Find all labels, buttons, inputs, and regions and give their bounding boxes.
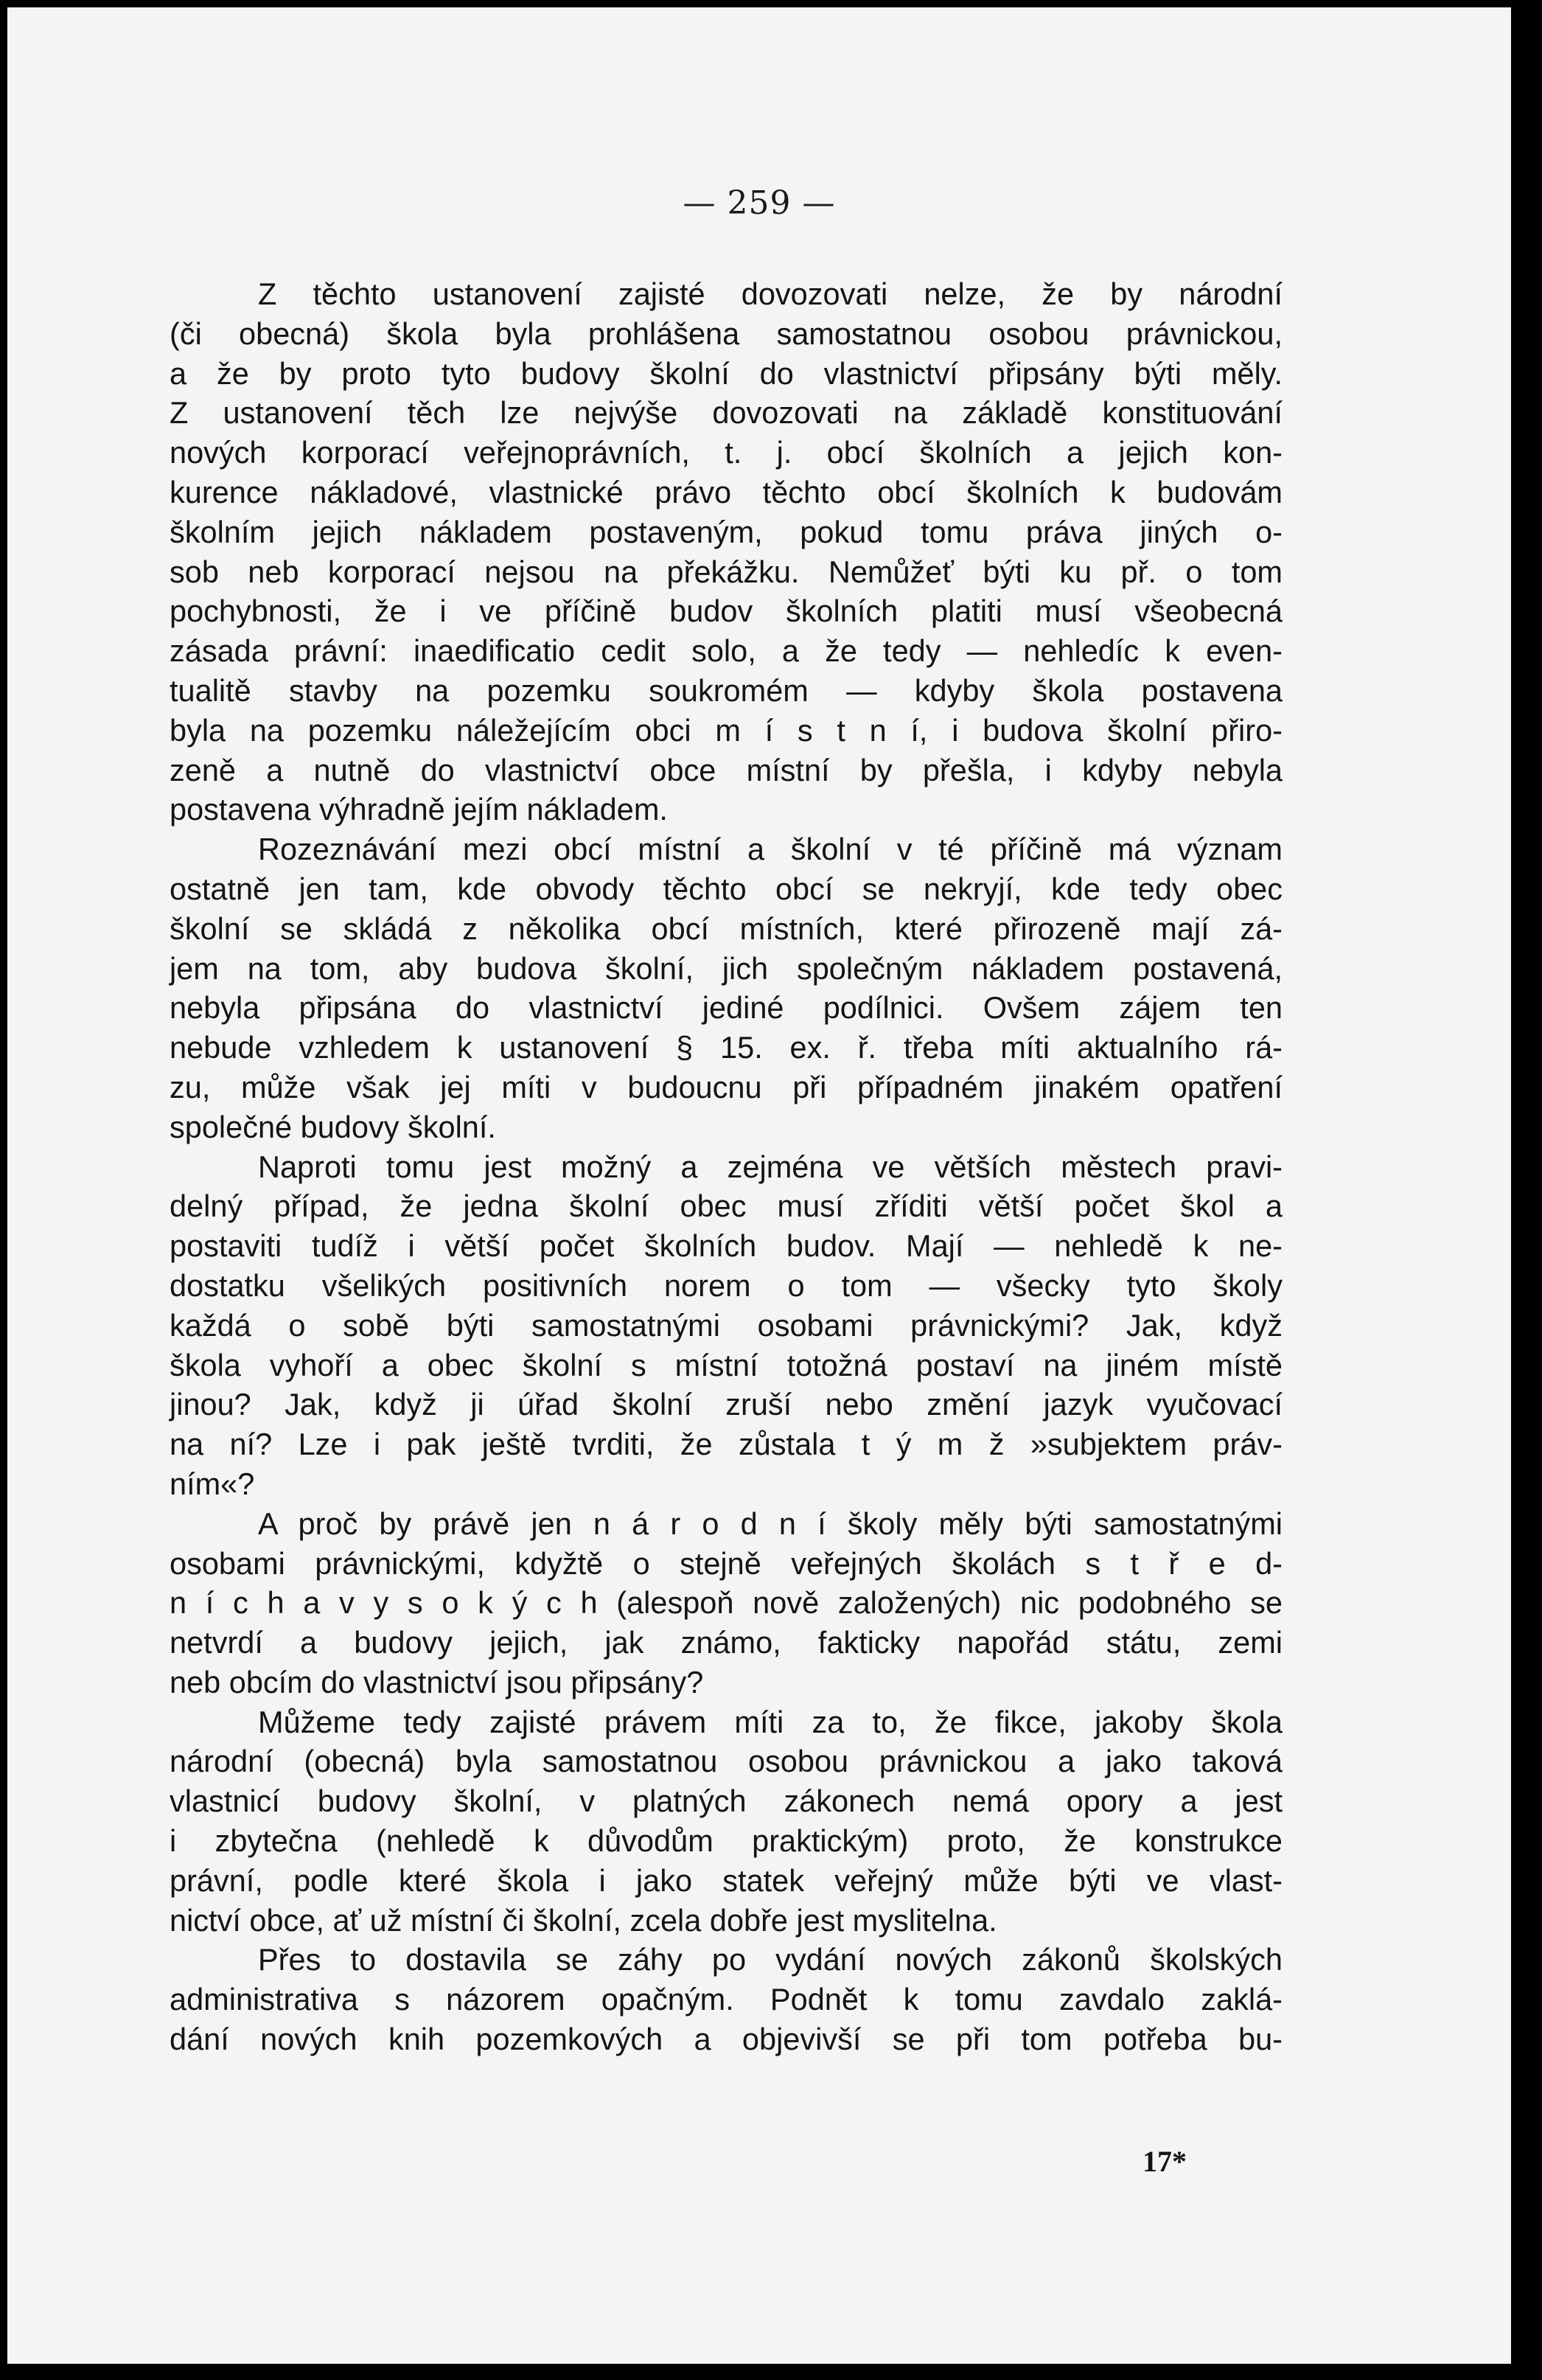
text-line: kurence nákladové, vlastnické právo těchto obcí školních k budovám: [170, 474, 1283, 509]
text-line: školní se skládá z několika obcí místních, které přirozeně mají zá-: [170, 911, 1283, 946]
text-line: A proč by právě jen n á r o d n í školy měly býti samostatnými: [258, 1506, 1283, 1541]
text-line: nebude vzhledem k ustanovení § 15. ex. ř. třeba míti aktualního rá-: [170, 1030, 1283, 1065]
text-line: škola vyhoří a obec školní s místní totožná postaví na jiném místě: [170, 1347, 1283, 1382]
text-line: Můžeme tedy zajisté právem míti za to, že fikce, jakoby škola: [258, 1704, 1283, 1739]
text-line: dostatku všelikých positivních norem o tom — všecky tyto školy: [170, 1267, 1283, 1303]
text-line: i zbytečna (nehledě k důvodům praktickým) proto, že konstrukce: [170, 1823, 1283, 1859]
text-line: administrativa s názorem opačným. Podnět k tomu zavdalo zaklá-: [170, 1982, 1283, 2017]
text-line: pochybnosti, že i ve příčině budov školních platiti musí všeobecná: [170, 594, 1283, 629]
paragraph-6: [170, 1940, 1283, 2059]
text-line: Přes to dostavila se záhy po vydání nových zákonů školských: [258, 1942, 1283, 1977]
text-line: a že by proto tyto budovy školní do vlastnictví připsány býti měly.: [170, 355, 1283, 391]
paragraph-5: [170, 1702, 1283, 1941]
text-line: Rozeznávání mezi obcí místní a školní v té příčině má význam: [258, 832, 1283, 867]
text-line: Naproti tomu jest možný a zejména ve větších městech pravi-: [258, 1149, 1283, 1184]
text-line: jinou? Jak, když ji úřad školní zruší nebo změní jazyk vyučovací: [170, 1387, 1283, 1422]
text-line: Z těchto ustanovení zajisté dovozovati nelze, že by národní: [258, 276, 1283, 311]
text-line: zásada právní: inaedificatio cedit solo, a že tedy — nehledíc k even-: [170, 633, 1283, 669]
text-line: nictví obce, ať už místní či školní, zcela dobře jest myslitelna.: [170, 1902, 997, 1938]
text-line: každá o sobě býti samostatnými osobami právnickými? Jak, když: [170, 1307, 1283, 1343]
text-line: ostatně jen tam, kde obvody těchto obcí se nekryjí, kde tedy obec: [170, 871, 1283, 906]
paragraph-4: [170, 1504, 1283, 1702]
text-line: zu, může však jej míti v budoucnu při případném jinakém opatření: [170, 1069, 1283, 1104]
paragraph-3: [170, 1147, 1283, 1504]
text-line: školním jejich nákladem postaveným, pokud tomu práva jiných o-: [170, 514, 1283, 549]
text-line: právní, podle které škola i jako statek veřejný může býti ve vlast-: [170, 1862, 1283, 1898]
text-line: osobami právnickými, kdyžtě o stejně veřejných školách s t ř e d-: [170, 1545, 1283, 1581]
text-line: zeně a nutně do vlastnictví obce místní by přešla, i kdyby nebyla: [170, 752, 1283, 787]
text-line: Z ustanovení těch lze nejvýše dovozovati na základě konstituování: [170, 395, 1283, 431]
text-line: sob neb korporací nejsou na překážku. Nemůžeť býti ku př. o tom: [170, 554, 1283, 589]
text-line: společné budovy školní.: [170, 1109, 496, 1144]
text-line: na ní? Lze i pak ještě tvrditi, že zůstala t ý m ž »subjektem práv-: [170, 1427, 1283, 1462]
text-line: vlastnicí budovy školní, v platných zákonech nemá opory a jest: [170, 1784, 1283, 1819]
text-line: postaviti tudíž i větší počet školních budov. Mají — nehledě k ne-: [170, 1228, 1283, 1264]
text-line: dání nových knih pozemkových a objevivší se při tom potřeba bu-: [170, 2022, 1283, 2057]
text-line: n í c h a v y s o k ý c h (alespoň nově založených) nic podobného se: [170, 1585, 1283, 1621]
text-line: národní (obecná) byla samostatnou osobou právnickou a jako taková: [170, 1744, 1283, 1779]
text-line: (či obecná) škola byla prohlášena samostatnou osobou právnickou,: [170, 316, 1283, 351]
text-line: jem na tom, aby budova školní, jich společným nákladem postavená,: [170, 950, 1283, 986]
book-page: [7, 7, 1511, 2364]
paragraph-1: [170, 274, 1283, 829]
text-line: nebyla připsána do vlastnictví jediné podílnici. Ovšem zájem ten: [170, 990, 1283, 1026]
text-line: nových korporací veřejnoprávních, t. j. obcí školních a jejich kon-: [170, 435, 1283, 470]
text-line: postavena výhradně jejím nákladem.: [170, 792, 668, 827]
text-line: delný případ, že jedna školní obec musí zříditi větší počet škol a: [170, 1189, 1283, 1224]
body-text: [170, 274, 1283, 2059]
text-line: byla na pozemku náležejícím obci m í s t n í, i budova školní přiro-: [170, 712, 1283, 748]
text-line: ním«?: [170, 1466, 255, 1501]
page-number: — 259 —: [683, 184, 836, 222]
text-line: netvrdí a budovy jejich, jak známo, fakticky napořád státu, zemi: [170, 1625, 1283, 1660]
paragraph-2: [170, 829, 1283, 1146]
printer-signature-mark: 17*: [1142, 2145, 1187, 2178]
text-line: neb obcím do vlastnictví jsou připsány?: [170, 1664, 704, 1699]
text-line: tualitě stavby na pozemku soukromém — kdyby škola postavena: [170, 672, 1283, 708]
